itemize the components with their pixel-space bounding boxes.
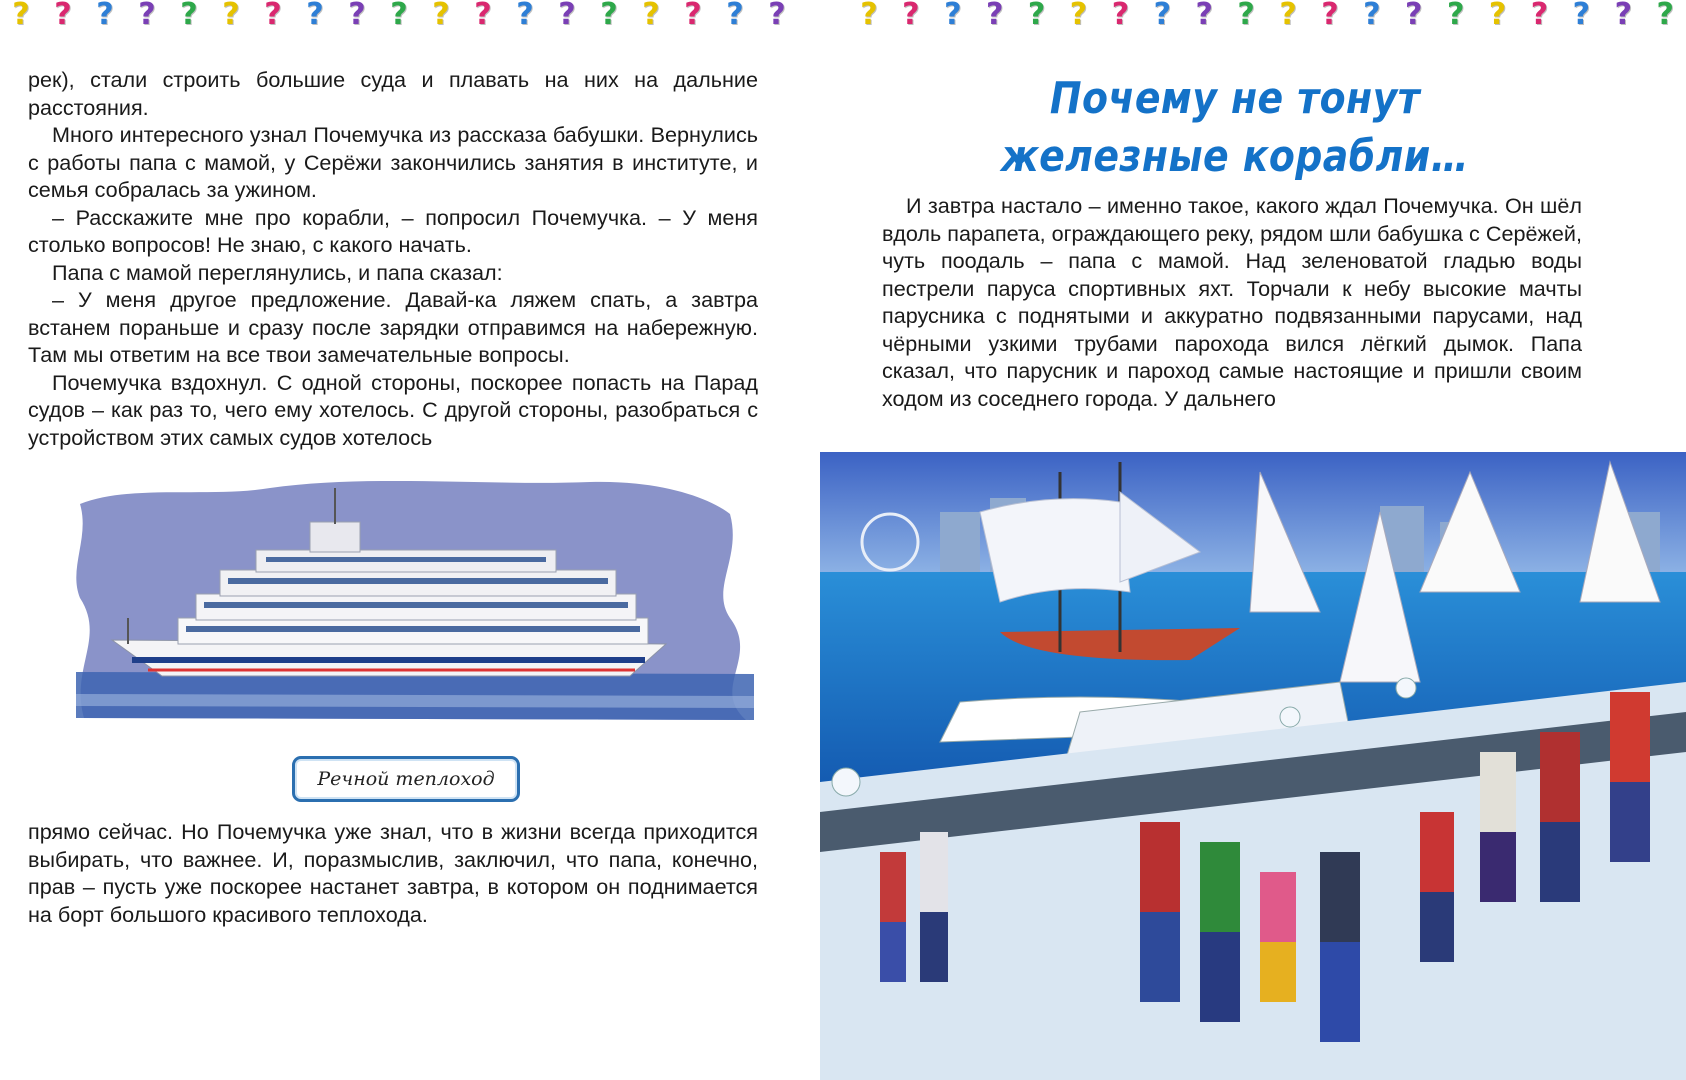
question-mark-icon: ? [1069, 0, 1088, 32]
question-mark-icon: ? [1656, 0, 1674, 32]
question-mark-icon: ? [726, 0, 744, 32]
question-mark-icon: ? [1614, 0, 1632, 32]
question-mark-icon: ? [180, 0, 198, 32]
question-mark-icon: ? [222, 0, 240, 32]
question-mark-icon: ? [54, 0, 72, 32]
question-mark-icon: ? [860, 0, 878, 32]
paragraph: Много интересного узнал Почемучка из рассказа бабушки. Вернулись с работы папа с мамой, у Серёжи закончились занятия в институте, и семья собралась за ужином. [28, 122, 758, 202]
question-mark-icon: ? [642, 0, 660, 32]
caption-river-ship: Речной теплоход [292, 756, 520, 802]
question-mark-icon: ? [1405, 0, 1423, 32]
question-mark-icon: ? [306, 0, 324, 32]
question-mark-icon: ? [264, 0, 282, 32]
river-ship-illustration [70, 468, 760, 730]
question-mark-icon: ? [1530, 0, 1549, 32]
question-mark-icon: ? [1195, 0, 1213, 32]
question-marks-border-left [0, 0, 800, 34]
question-mark-icon: ? [600, 0, 618, 32]
question-mark-icon: ? [138, 0, 156, 32]
question-mark-icon: ? [944, 0, 962, 32]
question-mark-icon: ? [96, 0, 114, 32]
title-line-1: Почему не тонут [1049, 73, 1421, 124]
question-mark-icon: ? [1237, 0, 1255, 32]
question-mark-icon: ? [902, 0, 920, 32]
question-mark-icon: ? [1321, 0, 1339, 32]
question-mark-icon: ? [474, 0, 492, 32]
paragraph: рек), стали строить большие суда и плавать на них на дальние расстояния. [28, 67, 758, 120]
question-mark-icon: ? [348, 0, 366, 32]
question-mark-icon: ? [1446, 0, 1465, 32]
question-mark-icon: ? [1111, 0, 1130, 32]
question-mark-icon: ? [12, 0, 30, 32]
question-mark-icon: ? [390, 0, 408, 32]
question-mark-icon: ? [558, 0, 576, 32]
paragraph: И завтра настало – именно такое, какого ждал Почемучка. Он шёл вдоль парапета, ограждающего реку, рядом шли бабушка с Серёжей, чуть поодаль – папа с мамой. Над зеленоватой гладью воды пестрели паруса спортивных яхт. Торчали к небу высокие мачты парусника с поднятыми и аккуратно подвязанными парусами, над чёрными узкими трубами парохода вился лёгкий дымок. Папа сказал, что парусник и пароход самые настоящие и пришли своим ходом из соседнего города. У дальнего [882, 193, 1582, 411]
question-mark-icon: ? [985, 0, 1004, 32]
question-mark-icon: ? [768, 0, 786, 32]
question-mark-icon: ? [1153, 0, 1171, 32]
paragraph: Почемучка вздохнул. С одной стороны, поскорее попасть на Парад судов – как раз то, чего ему хотелось. С другой стороны, разобраться с устройством этих самых судов хотелось [28, 369, 758, 450]
question-mark-icon: ? [516, 0, 534, 32]
left-page-text-bottom [28, 818, 758, 928]
harbor-parade-illustration [820, 452, 1686, 1080]
question-mark-icon: ? [1488, 0, 1507, 32]
question-mark-icon: ? [1279, 0, 1297, 32]
paragraph: – Расскажите мне про корабли, – попросил Почемучка. – У меня столько вопросов! Не знаю, с какого начать. [28, 204, 758, 257]
question-marks-border-right [848, 0, 1686, 34]
question-mark-icon: ? [1027, 0, 1046, 32]
paragraph: прямо сейчас. Но Почемучка уже знал, что в жизни всегда приходится выбирать, что важнее. И, поразмыслив, заключил, что папа, конечно, прав – пусть уже поскорее настанет завтра, в котором он поднимается на борт большого красивого теплохода. [28, 819, 758, 927]
question-mark-icon: ? [1363, 0, 1381, 32]
question-mark-icon: ? [432, 0, 450, 32]
title-line-2: железные корабли… [1000, 131, 1469, 182]
question-mark-icon: ? [1572, 0, 1591, 32]
left-page-text-top [28, 66, 758, 451]
paragraph: Папа с мамой переглянулись, и папа сказал: [52, 259, 503, 285]
paragraph: – У меня другое предложение. Давай-ка ляжем спать, а завтра встанем пораньше и сразу после зарядки отправимся на набережную. Там мы ответим на все твои замечательные вопросы. [28, 287, 758, 367]
page-title [999, 70, 1472, 186]
right-page-text [882, 192, 1582, 412]
question-mark-icon: ? [684, 0, 702, 32]
